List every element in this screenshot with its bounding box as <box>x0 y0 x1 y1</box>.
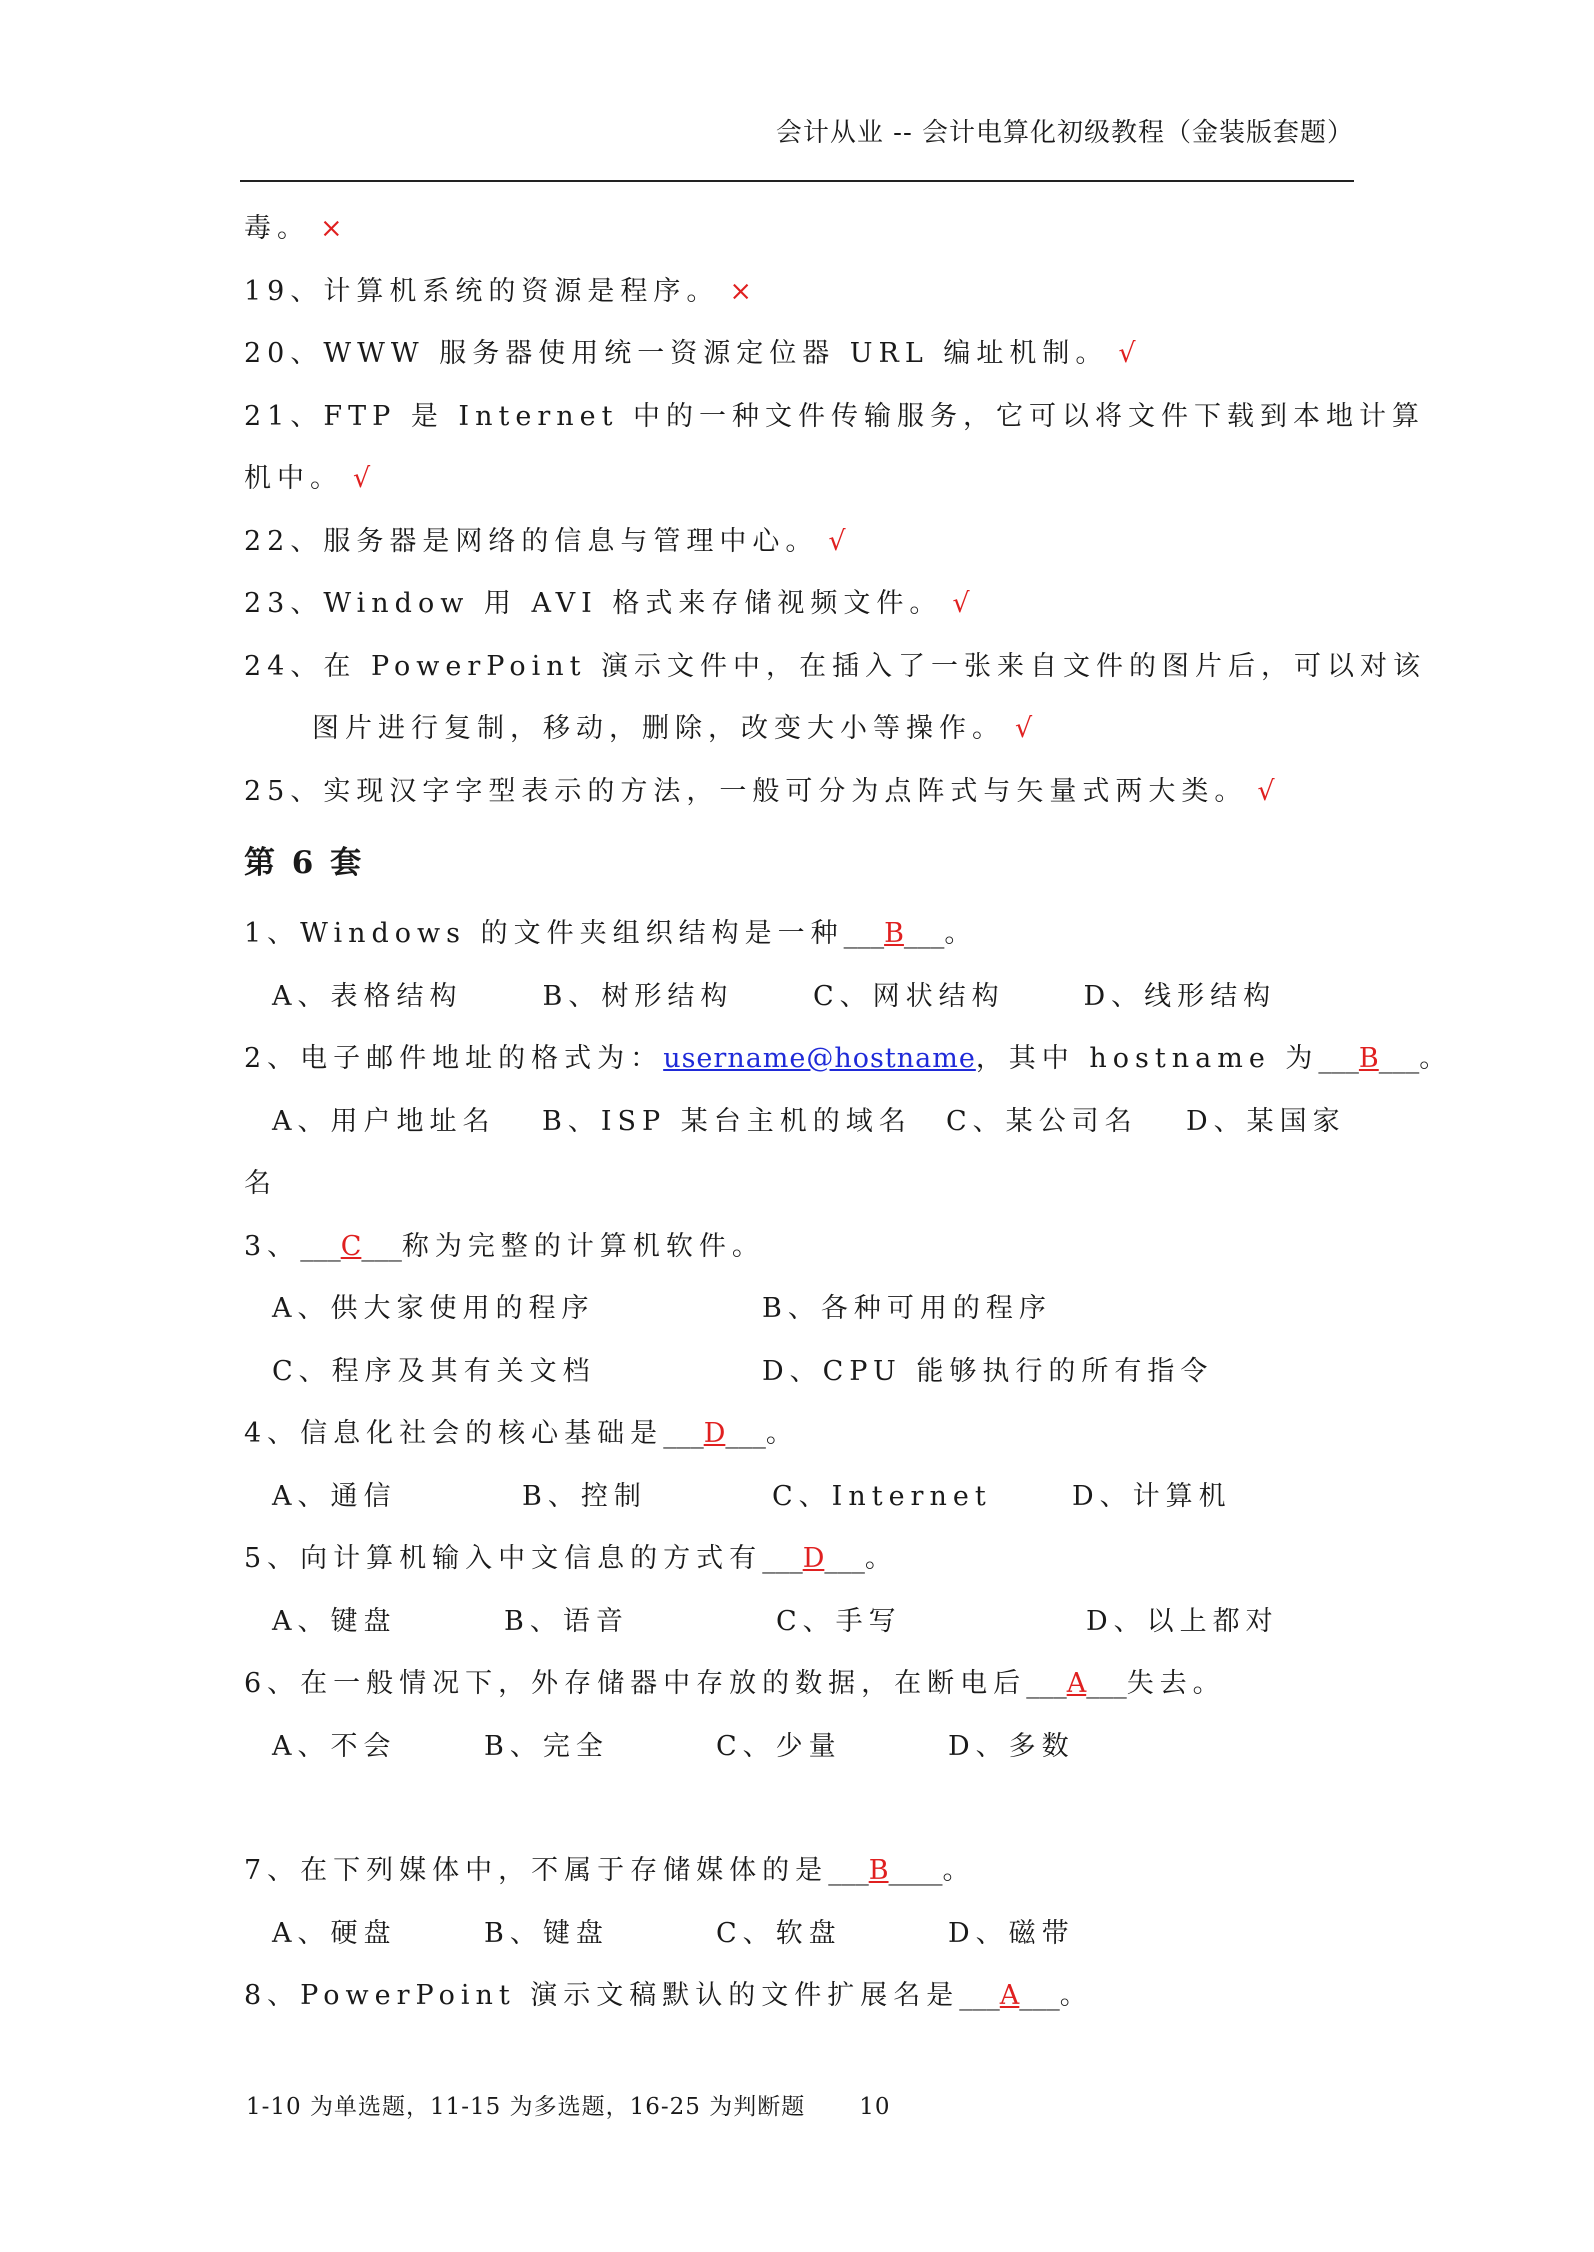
options-row <box>244 1466 1354 1529</box>
option: A、不会 <box>272 1730 397 1762</box>
option: D、某国家 <box>1186 1105 1346 1137</box>
section-title: 第 6 套 <box>244 845 365 881</box>
options-row <box>244 1903 1354 1966</box>
option: D、计算机 <box>1072 1480 1232 1512</box>
answer-letter: D <box>802 1543 825 1574</box>
option: A、供大家使用的程序 <box>272 1293 595 1324</box>
check-mark: √ <box>828 525 846 557</box>
options-row <box>244 1341 1354 1404</box>
option: A、表格结构 <box>272 980 463 1012</box>
check-mark: √ <box>1118 338 1136 369</box>
answer-letter: C <box>340 1230 362 1262</box>
judgement-line: 20、WWW 服务器使用统一资源定位器 URL 编址机制。 √ <box>244 338 1136 369</box>
question-3: 3、___C___称为完整的计算机软件。 <box>244 1230 765 1262</box>
cross-mark: × <box>320 213 343 244</box>
options-row <box>244 1716 1354 1779</box>
option: D、以上都对 <box>1086 1605 1279 1637</box>
option: B、控制 <box>522 1480 647 1512</box>
option: B、完全 <box>484 1730 609 1762</box>
answer-letter: B <box>868 1855 889 1886</box>
option: B、键盘 <box>484 1917 609 1949</box>
question-4: 4、信息化社会的核心基础是___D___。 <box>244 1418 799 1449</box>
judgement-line: 25、实现汉字字型表示的方法，一般可分为点阵式与矢量式两大类。 √ <box>244 775 1275 807</box>
question-2: 2、电子邮件地址的格式为：username@hostname，其中 hostname 为___B___。 <box>244 1043 1453 1074</box>
option: A、键盘 <box>272 1605 397 1637</box>
email-link[interactable]: username@hostname <box>663 1043 976 1074</box>
page-number: 10 <box>859 2094 891 2120</box>
option: D、线形结构 <box>1083 980 1277 1012</box>
answer-letter: D <box>703 1418 726 1449</box>
footer-note: 1-10 为单选题，11-15 为多选题，16-25 为判断题 <box>246 2094 806 2120</box>
question-8: 8、PowerPoint 演示文稿默认的文件扩展名是___A___。 <box>244 1980 1093 2011</box>
option: B、树形结构 <box>542 980 734 1012</box>
options-row <box>244 1091 1354 1154</box>
page-footer <box>246 2088 891 2121</box>
option: D、磁带 <box>948 1917 1075 1949</box>
option: B、ISP 某台主机的域名 <box>542 1105 912 1137</box>
option-wrap: 名 <box>244 1168 277 1199</box>
option: C、Internet <box>772 1480 992 1512</box>
page-content <box>244 198 1453 2028</box>
judgement-line: 22、服务器是网络的信息与管理中心。 √ <box>244 525 846 557</box>
option: B、语音 <box>504 1605 629 1637</box>
option: D、CPU 能够执行的所有指令 <box>762 1355 1214 1387</box>
option: C、少量 <box>716 1730 842 1762</box>
question-7: 7、在下列媒体中，不属于存储媒体的是___B____。 <box>244 1855 976 1886</box>
option: D、多数 <box>948 1730 1075 1762</box>
option: C、某公司名 <box>946 1105 1138 1137</box>
judgement-line: 图片进行复制，移动，删除，改变大小等操作。 √ <box>312 713 1033 744</box>
page-header <box>240 112 1354 149</box>
options-row <box>244 1591 1354 1654</box>
cross-mark: × <box>729 275 752 307</box>
judgement-line: 毒。 × <box>244 213 343 244</box>
judgement-line: 24、在 PowerPoint 演示文件中，在插入了一张来自文件的图片后，可以对该 <box>244 650 1427 682</box>
header-divider <box>240 180 1354 182</box>
answer-letter: A <box>999 1980 1020 2011</box>
question-6: 6、在一般情况下，外存储器中存放的数据，在断电后___A___失去。 <box>244 1668 1226 1699</box>
judgement-line: 21、FTP 是 Internet 中的一种文件传输服务，它可以将文件下载到本地计算 <box>244 400 1426 432</box>
option: B、各种可用的程序 <box>762 1293 1052 1324</box>
option: A、用户地址名 <box>272 1105 496 1137</box>
option: C、网状结构 <box>813 980 1005 1012</box>
answer-letter: B <box>1358 1043 1379 1074</box>
answer-letter: B <box>884 918 904 949</box>
check-mark: √ <box>1257 775 1275 807</box>
blank-space <box>244 1778 1354 1840</box>
judgement-line: 19、计算机系统的资源是程序。 × <box>244 275 752 307</box>
header-title: 会计从业 -- 会计电算化初级教程（金装版套题） <box>775 118 1354 148</box>
option: C、手写 <box>776 1605 902 1637</box>
question-5: 5、向计算机输入中文信息的方式有___D___。 <box>244 1543 898 1574</box>
option: A、通信 <box>272 1480 397 1512</box>
answer-letter: A <box>1066 1668 1087 1699</box>
option: A、硬盘 <box>272 1917 397 1949</box>
judgement-line: 机中。 √ <box>244 463 371 494</box>
check-mark: √ <box>353 463 371 494</box>
check-mark: √ <box>952 588 970 619</box>
options-row <box>244 1278 1354 1341</box>
question-1: 1、Windows 的文件夹组织结构是一种___B___。 <box>244 918 978 949</box>
option: C、软盘 <box>716 1917 842 1949</box>
options-row <box>244 966 1354 1029</box>
check-mark: √ <box>1015 713 1033 744</box>
option: C、程序及其有关文档 <box>272 1355 596 1387</box>
judgement-line: 23、Window 用 AVI 格式来存储视频文件。 √ <box>244 588 970 619</box>
